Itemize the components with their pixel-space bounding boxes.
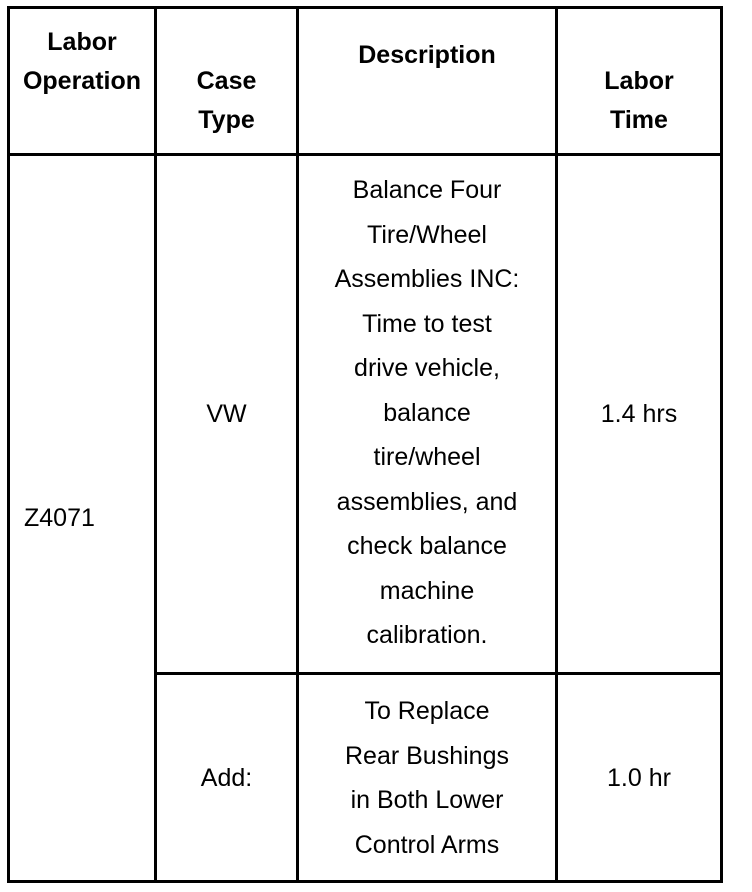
row-divider-1 (154, 672, 723, 675)
description-line: machine (379, 576, 475, 605)
row-2-description (299, 689, 555, 867)
description-line: Control Arms (354, 830, 500, 859)
header-description-line: Description (358, 41, 496, 69)
table-border-right (720, 6, 723, 883)
description-line: To Replace (364, 697, 490, 725)
description-line: Time to test (362, 309, 492, 338)
row-2-labor-time: 1.0 hr (607, 764, 671, 792)
table-border-left (7, 6, 10, 883)
row-2-case-type: Add: (200, 764, 253, 792)
description-line: in Both Lower (350, 786, 504, 814)
description-line: balance (383, 398, 471, 427)
row-1-labor-time: 1.4 hrs (600, 400, 678, 428)
row-1-case-type: VW (206, 400, 247, 428)
header-labor-operation (10, 23, 154, 101)
description-line: Rear Bushings (345, 741, 509, 770)
table-border-bottom (7, 880, 723, 883)
header-labor-time-line: Labor (604, 67, 674, 95)
header-labor-time-line: Time (610, 106, 668, 134)
description-line: Balance Four (352, 176, 502, 204)
header-case-type-line: Type (198, 106, 255, 134)
header-labor-time (558, 62, 720, 140)
header-case-type-line: Case (196, 67, 257, 95)
header-case-type (157, 62, 296, 140)
header-labor-operation-line: Operation (22, 67, 142, 95)
description-line: Assemblies INC: (334, 265, 520, 293)
description-line: Tire/Wheel (367, 220, 487, 249)
header-divider (7, 153, 723, 156)
row-1-description (299, 168, 555, 658)
labor-operation-code: Z4071 (24, 504, 95, 532)
description-line: drive vehicle, (354, 354, 500, 382)
description-line: check balance (347, 532, 507, 560)
description-line: calibration. (366, 621, 488, 649)
table-border-top (7, 6, 723, 9)
description-line: assemblies, and (336, 487, 518, 516)
description-line: tire/wheel (373, 443, 481, 471)
header-labor-operation-line: Labor (47, 28, 117, 56)
header-description (299, 36, 555, 75)
